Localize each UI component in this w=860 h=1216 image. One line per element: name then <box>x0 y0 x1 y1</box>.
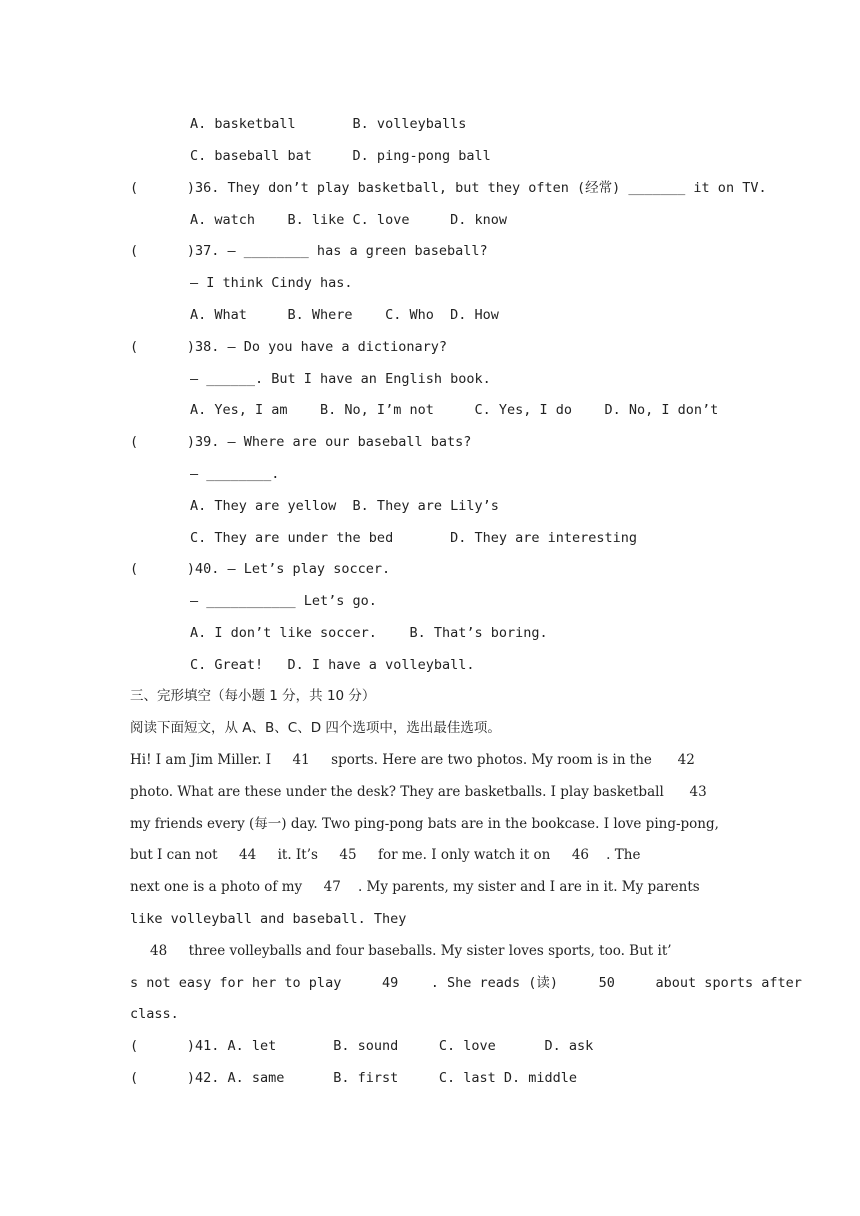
passage-line-8: s not easy for her to play 49 . She reads (读) 50 about sports after <box>130 975 802 991</box>
q37-stem: ( )37. — ________ has a green baseball? <box>130 243 488 259</box>
q39-options-line2: C. They are under the bed D. They are interesting <box>190 530 638 546</box>
q35-options-line1: A. basketball B. volleyballs <box>190 116 467 132</box>
q40-options-line2: C. Great! D. I have a volleyball. <box>190 657 475 673</box>
q36-options: A. watch B. like C. love D. know <box>190 212 507 228</box>
q35-options-line2: C. baseball bat D. ping-pong ball <box>190 148 491 164</box>
q37-answer-line: — I think Cindy has. <box>190 275 353 291</box>
section-instruction: 阅读下面短文，从 A、B、C、D 四个选项中，选出最佳选项。 <box>130 720 501 736</box>
passage-line-3: my friends every (每一) day. Two ping-pong bats are in the bookcase. I love ping-pong, <box>130 816 719 832</box>
q39-answer-line: — ________. <box>190 466 280 482</box>
q41-line: ( )41. A. let B. sound C. love D. ask <box>130 1038 594 1054</box>
passage-line-1: Hi! I am Jim Miller. I 41 sports. Here are two photos. My room is in the 42 <box>130 752 695 768</box>
q40-options-line1: A. I don’t like soccer. B. That’s boring. <box>190 625 548 641</box>
passage-line-6: like volleyball and baseball. They <box>130 911 407 927</box>
q40-answer-line: — ___________ Let’s go. <box>190 593 377 609</box>
passage-line-4: but I can not 44 it. It’s 45 for me. I only watch it on 46 . The <box>130 847 641 863</box>
passage-line-9: class. <box>130 1006 179 1022</box>
q36-stem: ( )36. They don’t play basketball, but they often (经常) _______ it on TV. <box>130 180 767 196</box>
q37-options: A. What B. Where C. Who D. How <box>190 307 499 323</box>
q42-line: ( )42. A. same B. first C. last D. middle <box>130 1070 578 1086</box>
q38-answer-line: — ______. But I have an English book. <box>190 371 491 387</box>
q39-stem: ( )39. — Where are our baseball bats? <box>130 434 472 450</box>
passage-line-7: 48 three volleyballs and four baseballs. My sister loves sports, too. But it’ <box>150 943 672 959</box>
q38-stem: ( )38. — Do you have a dictionary? <box>130 339 447 355</box>
q40-stem: ( )40. — Let’s play soccer. <box>130 561 391 577</box>
q38-options: A. Yes, I am B. No, I’m not C. Yes, I do D. No, I don’t <box>190 402 719 418</box>
section-heading: 三、完形填空（每小题 1 分，共 10 分） <box>130 688 376 704</box>
q39-options-line1: A. They are yellow B. They are Lily’s <box>190 498 499 514</box>
passage-line-2: photo. What are these under the desk? They are basketballs. I play basketball 43 <box>130 784 707 800</box>
passage-line-5: next one is a photo of my 47 . My parents, my sister and I are in it. My parents <box>130 879 700 895</box>
